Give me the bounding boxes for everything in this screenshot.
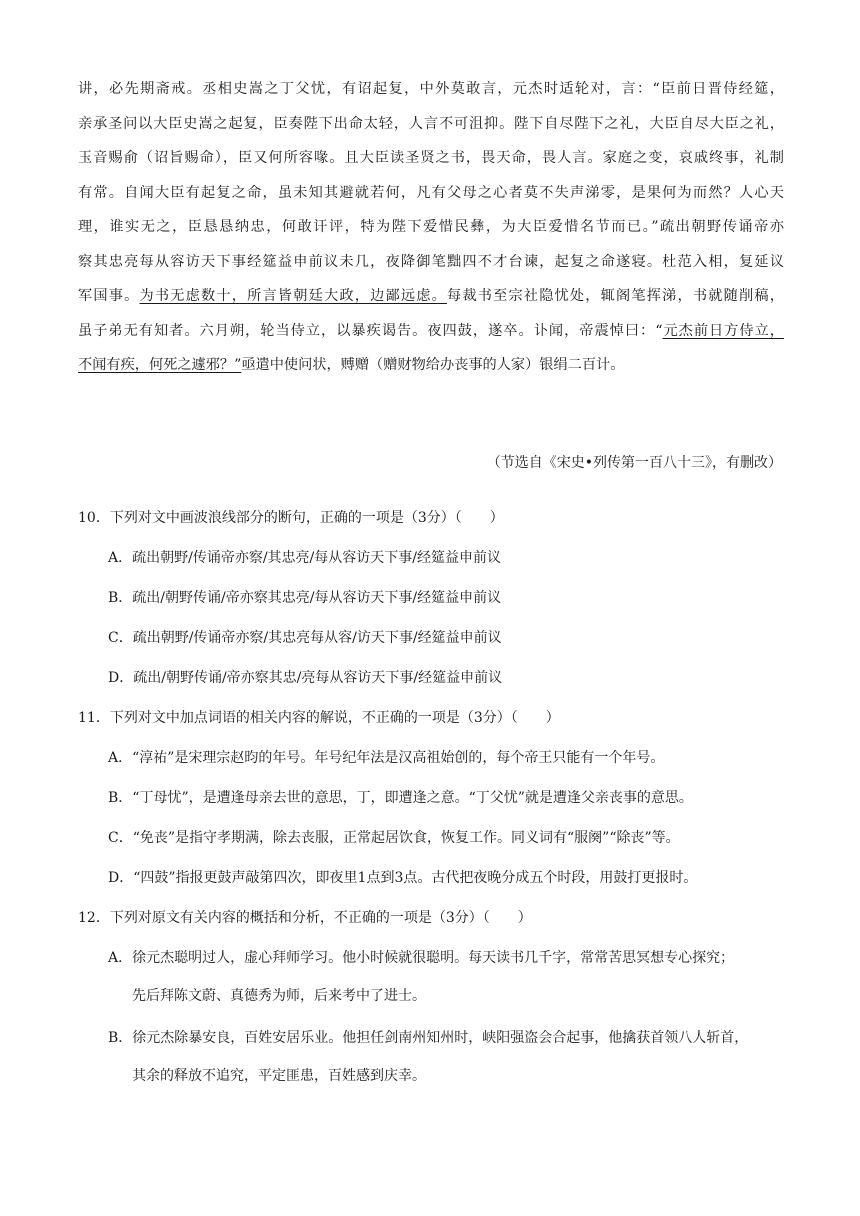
question-12-option-b-continued: 其余的释放不追究，平定匪患，百姓感到庆幸。 bbox=[132, 1068, 426, 1084]
question-11-option-a: A．“淳祐”是宋理宗赵昀的年号。年号纪年法是汉高祖始创的，每个帝王只能有一个年号。 bbox=[108, 750, 665, 766]
passage-text: 军国事。 bbox=[78, 288, 140, 304]
question-12-option-a-continued: 先后拜陈文蔚、真德秀为师，后来考中了进士。 bbox=[132, 988, 426, 1004]
underlined-sentence: 为书无虑数十，所言皆朝廷大政，边鄙远虑。 bbox=[139, 288, 447, 304]
question-10-option-a: A．疏出朝野/传诵帝亦察/其忠亮/每从容访天下事/经筵益申前议 bbox=[108, 550, 501, 566]
question-11-option-b: B．“丁母忧”，是遭逢母亲去世的意思，丁，即遭逢之意。“丁父忧”就是遭逢父亲丧事的意思。 bbox=[108, 790, 693, 806]
passage-line: 理，谁实无之，臣恳恳纳忠，何敢讦评，特为陛下爱惜民彝，为大臣爱惜名节而已。”疏出朝野传诵帝亦 bbox=[78, 219, 784, 235]
question-12-stem: 12．下列对原文有关内容的概括和分析，不正确的一项是（3分）（ ） bbox=[78, 910, 532, 926]
passage-line bbox=[78, 348, 784, 383]
passage-text: 亟遣中使问状，赙赠（赠财物给办丧事的人家）银绢二百计。 bbox=[241, 357, 625, 373]
question-10-option-d: D．疏出/朝野传诵/帝亦察其忠/亮每从容访天下事/经筵益申前议 bbox=[108, 670, 503, 686]
passage-line: 有常。自闻大臣有起复之命，虽未知其避就若何，凡有父母之心者莫不失声涕零，是果何为而然？人心天 bbox=[78, 184, 784, 201]
passage-source: （节选自《宋史•列传第一百八十三》，有删改） bbox=[486, 455, 782, 471]
question-10-option-b: B．疏出/朝野传诵/帝亦察其忠亮/每从容访天下事/经筵益申前议 bbox=[108, 590, 502, 606]
passage-line: 讲，必先期斋戒。丞相史嵩之丁父忧，有诏起复，中外莫敢言，元杰时适轮对，言：“臣前日晋侍经筵， bbox=[78, 81, 784, 97]
passage-text: 虽子弟无有知者。六月朔，轮当侍立，以暴疾谒告。夜四鼓，遂卒。讣闻，帝震悼曰：“ bbox=[78, 322, 663, 339]
underlined-sentence: 元杰前日方侍立， bbox=[662, 322, 784, 339]
underlined-sentence: 不闻有疾，何死之遽邪？” bbox=[78, 357, 242, 373]
passage-line: 亲承圣问以大臣史嵩之起复，臣奏陛下出命太轻，人言不可沮抑。陛下自尽陛下之礼，大臣自尽大臣之礼， bbox=[78, 115, 784, 132]
passage-line: 玉音赐俞（诏旨赐命），臣又何所容喙。且大臣读圣贤之书，畏天命，畏人言。家庭之变，哀戚终事，礼制 bbox=[78, 150, 784, 166]
passage-line bbox=[78, 279, 784, 314]
passage-line bbox=[78, 314, 784, 349]
question-11-option-d: D．“四鼓”指报更鼓声敲第四次，即夜里1点到3点。古代把夜晚分成五个时段，用鼓打更报时。 bbox=[108, 870, 698, 886]
question-12-option-b: B．徐元杰除暴安良，百姓安居乐业。他担任剑南州知州时，峡阳强盗会合起事，他擒获首领八人斩首， bbox=[108, 1030, 749, 1046]
question-11-option-c: C．“免丧”是指守孝期满，除去丧服，正常起居饮食，恢复工作。同义词有“服阕”“除丧”等。 bbox=[108, 830, 680, 846]
passage-line: 察其忠亮每从容访天下事经筵益申前议未几，夜降御笔黜四不才台谏，起复之命遂寝。杜范入相，复延议 bbox=[78, 253, 784, 270]
question-10-option-c: C．疏出朝野/传诵帝亦察/其忠亮每从容/访天下事/经筵益申前议 bbox=[108, 630, 502, 646]
question-11-stem: 11．下列对文中加点词语的相关内容的解说，不正确的一项是（3分）（ ） bbox=[78, 710, 560, 726]
question-12-option-a: A．徐元杰聪明过人，虚心拜师学习。他小时候就很聪明。每天读书几千字，常常苦思冥想专心探究； bbox=[108, 950, 735, 966]
passage-text: 每裁书至宗社隐忧处，辄阁笔挥涕，书就随削稿， bbox=[446, 288, 784, 304]
classical-passage bbox=[78, 72, 784, 383]
question-10-stem: 10．下列对文中画波浪线部分的断句，正确的一项是（3分）（ ） bbox=[78, 510, 504, 526]
